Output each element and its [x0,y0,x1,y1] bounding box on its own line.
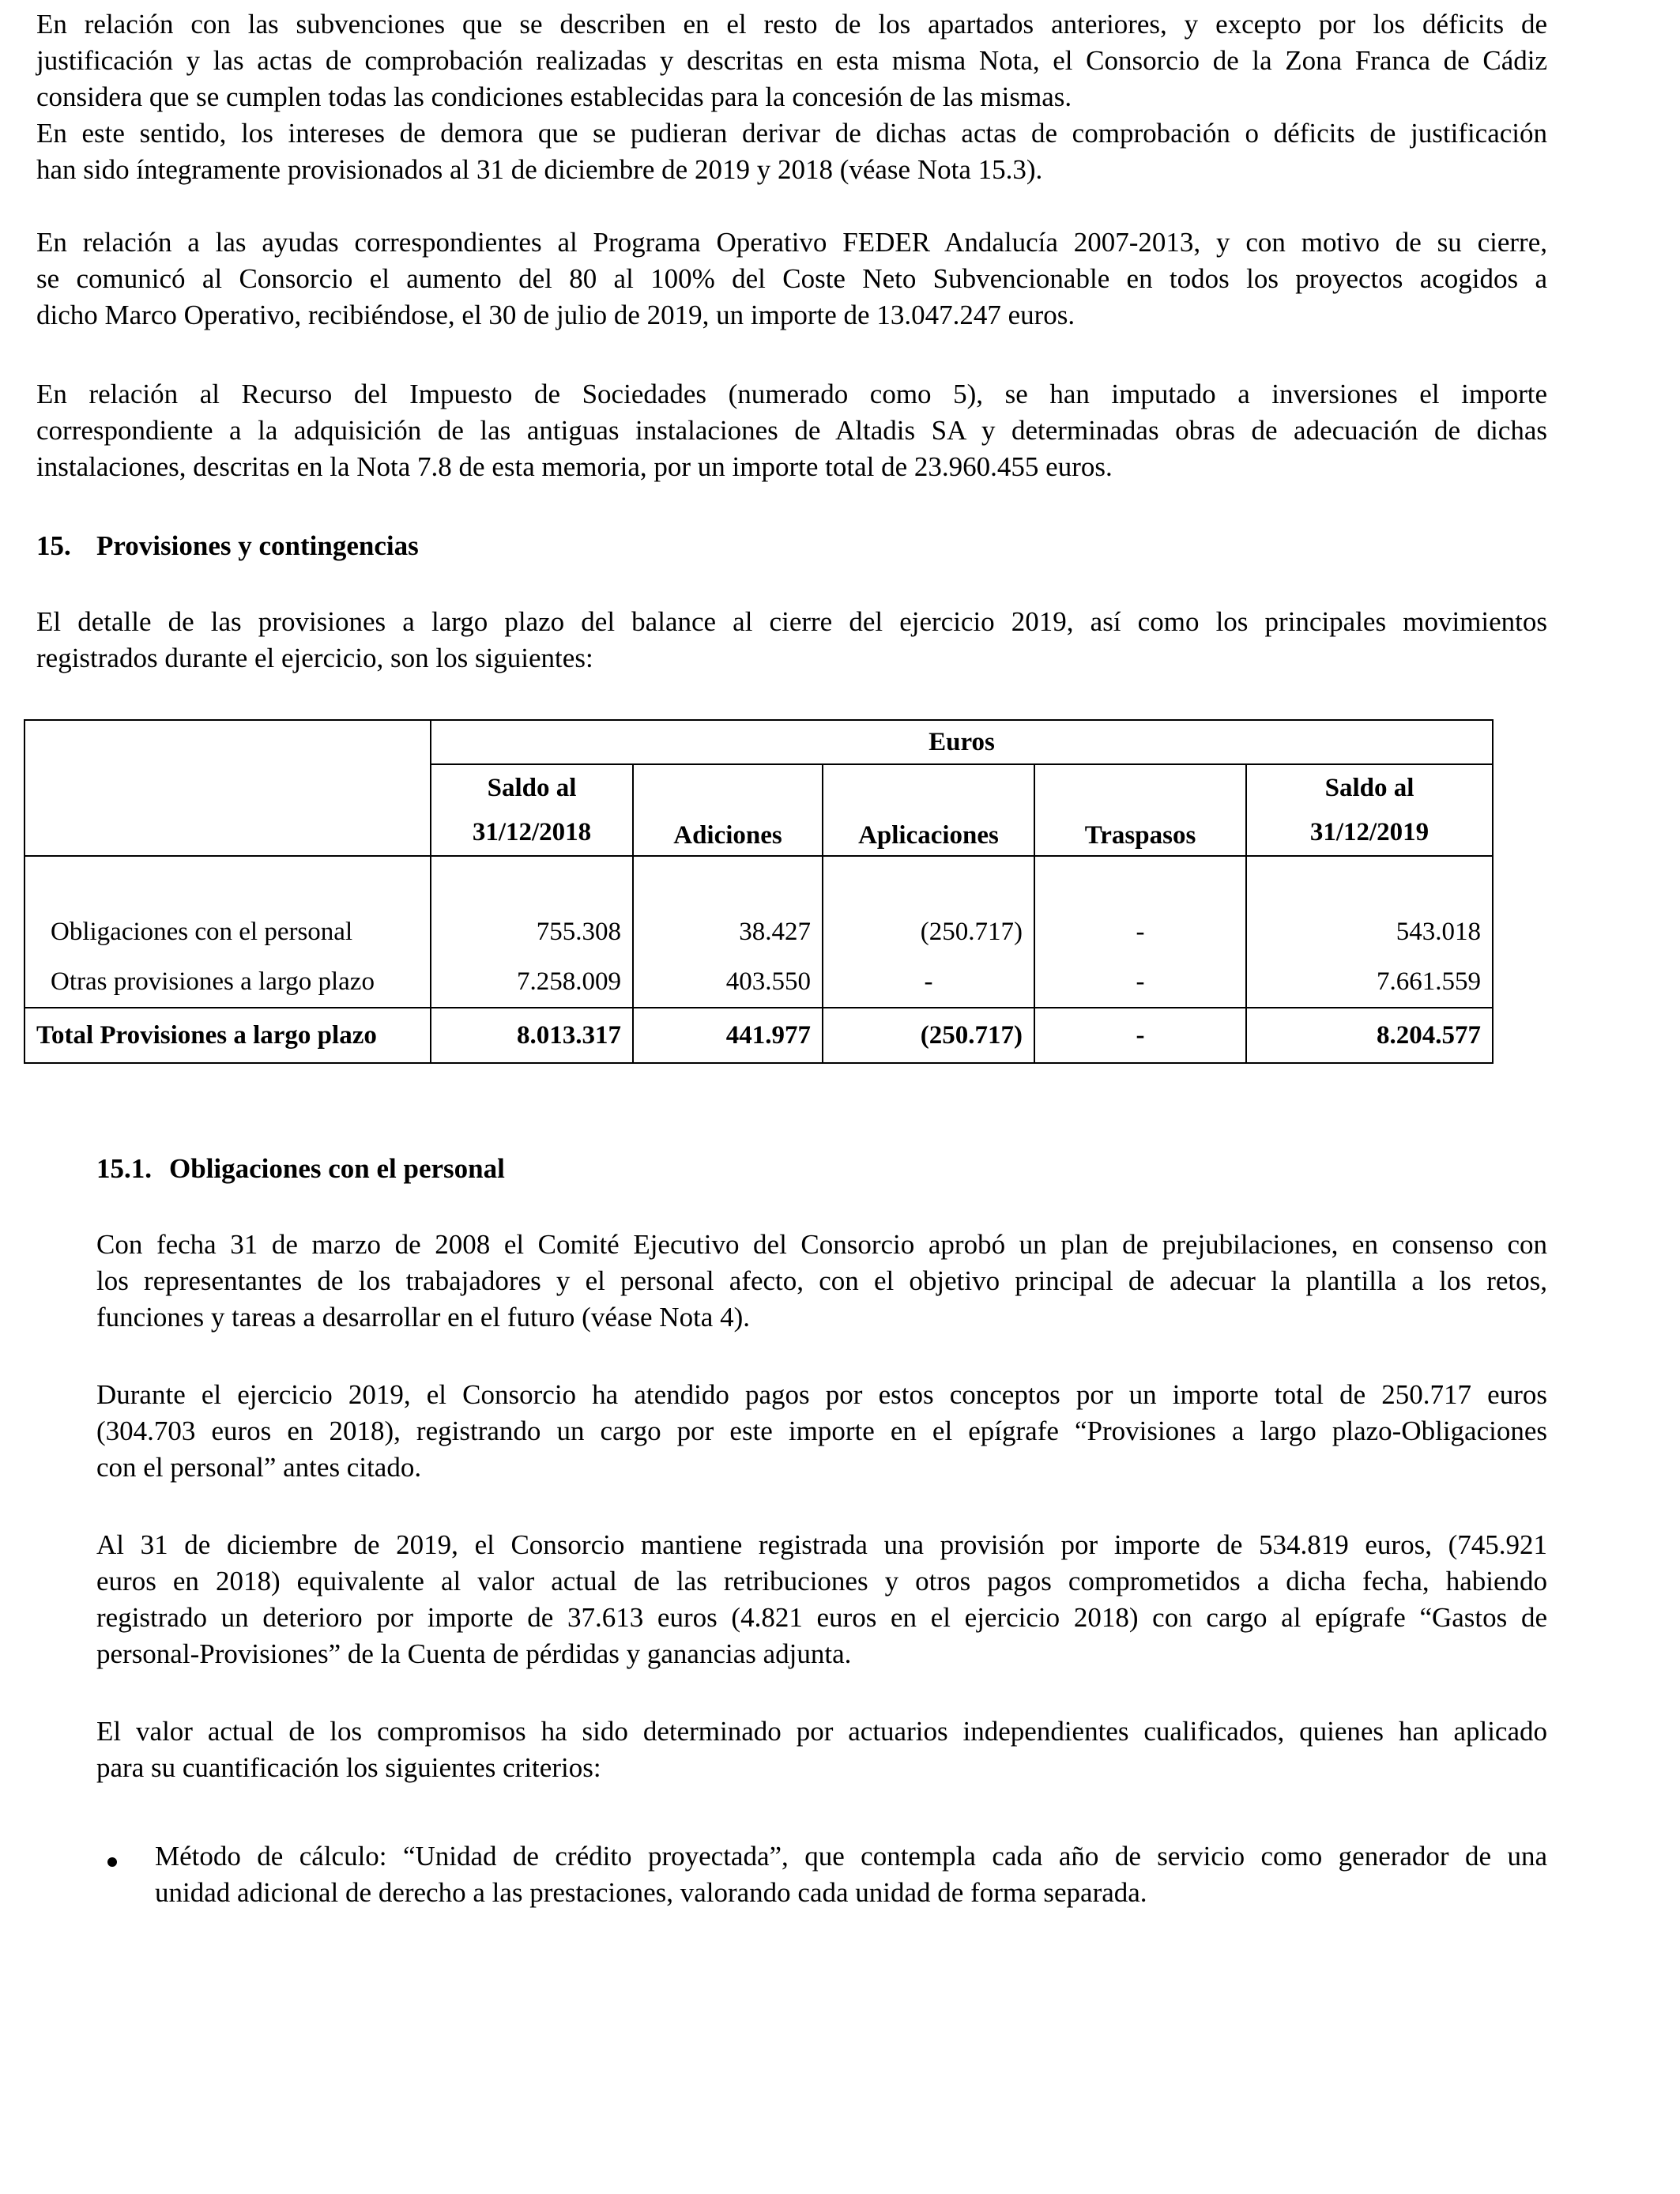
text-line: dicho Marco Operativo, recibiéndose, el 30 de julio de 2019, un importe de 13.047.247 euros. [36,300,1075,330]
text-line: han sido íntegramente provisionados al 31 de diciembre de 2019 y 2018 (véase Nota 15.3). [36,154,1043,185]
paragraph-feder [36,224,1547,334]
row-label: Obligaciones con el personal [24,907,431,957]
column-header-closing [1246,764,1493,856]
cell-opening: 755.308 [431,907,633,957]
bullet-item-metodo-calculo [155,1838,1547,1911]
column-header-applications: Aplicaciones [823,764,1034,856]
text-line: personal-Provisiones” de la Cuenta de pérdidas y ganancias adjunta. [96,1638,852,1669]
text-line: Al 31 de diciembre de 2019, el Consorcio mantiene registrada una provisión por importe de 534.819 euros, (745.921 [96,1529,1547,1560]
paragraph-pagos-ejercicio [96,1377,1547,1486]
cell-opening: 7.258.009 [431,957,633,1008]
paragraph-subvenciones [36,6,1547,188]
cell-additions: 403.550 [633,957,823,1008]
column-header-text: Saldo al [1324,774,1414,802]
cell-applications: - [823,957,1034,1008]
paragraph-detalle-provisiones [36,604,1547,677]
text-line: considera que se cumplen todas las condiciones establecidas para la concesión de las mismas. [36,81,1072,112]
text-line: En relación a las ayudas correspondientes al Programa Operativo FEDER Andalucía 2007-2013, y con motivo de su cierre, [36,227,1547,258]
text-line: En relación con las subvenciones que se describen en el resto de los apartados anteriores, y excepto por los déficits de [36,9,1547,40]
paragraph-provision-registrada [96,1527,1547,1672]
text-line: los representantes de los trabajadores y el personal afecto, con el objetivo principal de adecuar la plantilla a los retos, [96,1265,1547,1296]
section-number: 15.1. [96,1153,152,1184]
table-spacer-row [24,856,1493,907]
text-line: En este sentido, los intereses de demora que se pudieran derivar de dichas actas de comprobación o déficits de justificación [36,118,1547,149]
paragraph-impuesto-sociedades [36,376,1547,485]
text-line: El detalle de las provisiones a largo plazo del balance al cierre del ejercicio 2019, así como los principales movimientos [36,606,1547,637]
cell-applications: (250.717) [823,907,1034,957]
table-row [24,907,1493,957]
text-line: En relación al Recurso del Impuesto de Sociedades (numerado como 5), se han imputado a inversiones el importe [36,379,1547,409]
total-applications: (250.717) [823,1008,1034,1063]
section-heading-15-1 [96,1151,505,1187]
table-total-row [24,1008,1493,1063]
column-header-opening [431,764,633,856]
cell-transfers: - [1034,907,1246,957]
cell-closing: 7.661.559 [1246,957,1493,1008]
text-line: se comunicó al Consorcio el aumento del 80 al 100% del Coste Neto Subvencionable en todos los proyectos acogidos a [36,263,1547,294]
cell-additions: 38.427 [633,907,823,957]
total-label: Total Provisiones a largo plazo [24,1008,431,1063]
text-line: registrados durante el ejercicio, son los siguientes: [36,643,593,673]
total-transfers: - [1034,1008,1246,1063]
provisions-table [24,719,1494,1064]
text-line: registrado un deterioro por importe de 37.613 euros (4.821 euros en el ejercicio 2018) con cargo al epígrafe “Gastos de [96,1602,1547,1633]
column-header-additions: Adiciones [633,764,823,856]
table-row [24,957,1493,1008]
total-additions: 441.977 [633,1008,823,1063]
cell-closing: 543.018 [1246,907,1493,957]
section-title: Obligaciones con el personal [169,1153,505,1184]
currency-header: Euros [431,720,1493,764]
paragraph-valor-actual [96,1713,1547,1786]
column-header-text: Saldo al [487,774,577,802]
table-corner-cell [24,720,431,856]
bullet-icon [107,1857,117,1867]
section-title: Provisiones y contingencias [96,530,419,561]
row-label: Otras provisiones a largo plazo [24,957,431,1008]
text-line: El valor actual de los compromisos ha sido determinado por actuarios independientes cualificados, quienes han aplicado [96,1716,1547,1747]
text-line: euros en 2018) equivalente al valor actual de las retribuciones y otros pagos comprometidos a dicha fecha, habiendo [96,1566,1547,1596]
cell-transfers: - [1034,957,1246,1008]
text-line: funciones y tareas a desarrollar en el futuro (véase Nota 4). [96,1302,750,1333]
total-opening: 8.013.317 [431,1008,633,1063]
text-line: para su cuantificación los siguientes criterios: [96,1752,601,1783]
section-number: 15. [36,530,71,561]
total-closing: 8.204.577 [1246,1008,1493,1063]
column-header-text: 31/12/2018 [472,818,592,846]
text-line: Método de cálculo: “Unidad de crédito proyectada”, que contempla cada año de servicio como generador de una [155,1841,1547,1872]
text-line: con el personal” antes citado. [96,1452,422,1483]
text-line: correspondiente a la adquisición de las antiguas instalaciones de Altadis SA y determinadas obras de adecuación de dichas [36,415,1547,446]
section-heading-15 [36,528,419,564]
text-line: Con fecha 31 de marzo de 2008 el Comité Ejecutivo del Consorcio aprobó un plan de prejubilaciones, en consenso con [96,1229,1547,1260]
column-header-text: 31/12/2019 [1309,818,1430,846]
text-line: unidad adicional de derecho a las prestaciones, valorando cada unidad de forma separada. [155,1877,1147,1908]
table-header-row [24,720,1493,764]
text-line: (304.703 euros en 2018), registrando un cargo por este importe en el epígrafe “Provisiones a largo plazo-Obligaciones [96,1416,1547,1446]
text-line: Durante el ejercicio 2019, el Consorcio ha atendido pagos por estos conceptos por un importe total de 250.717 euros [96,1379,1547,1410]
paragraph-plan-prejubilaciones [96,1227,1547,1336]
text-line: justificación y las actas de comprobación realizadas y descritas en esta misma Nota, el Consorcio de la Zona Franca de Cádiz [36,45,1547,76]
text-line: instalaciones, descritas en la Nota 7.8 de esta memoria, por un importe total de 23.960.455 euros. [36,451,1113,482]
column-header-transfers: Traspasos [1034,764,1246,856]
